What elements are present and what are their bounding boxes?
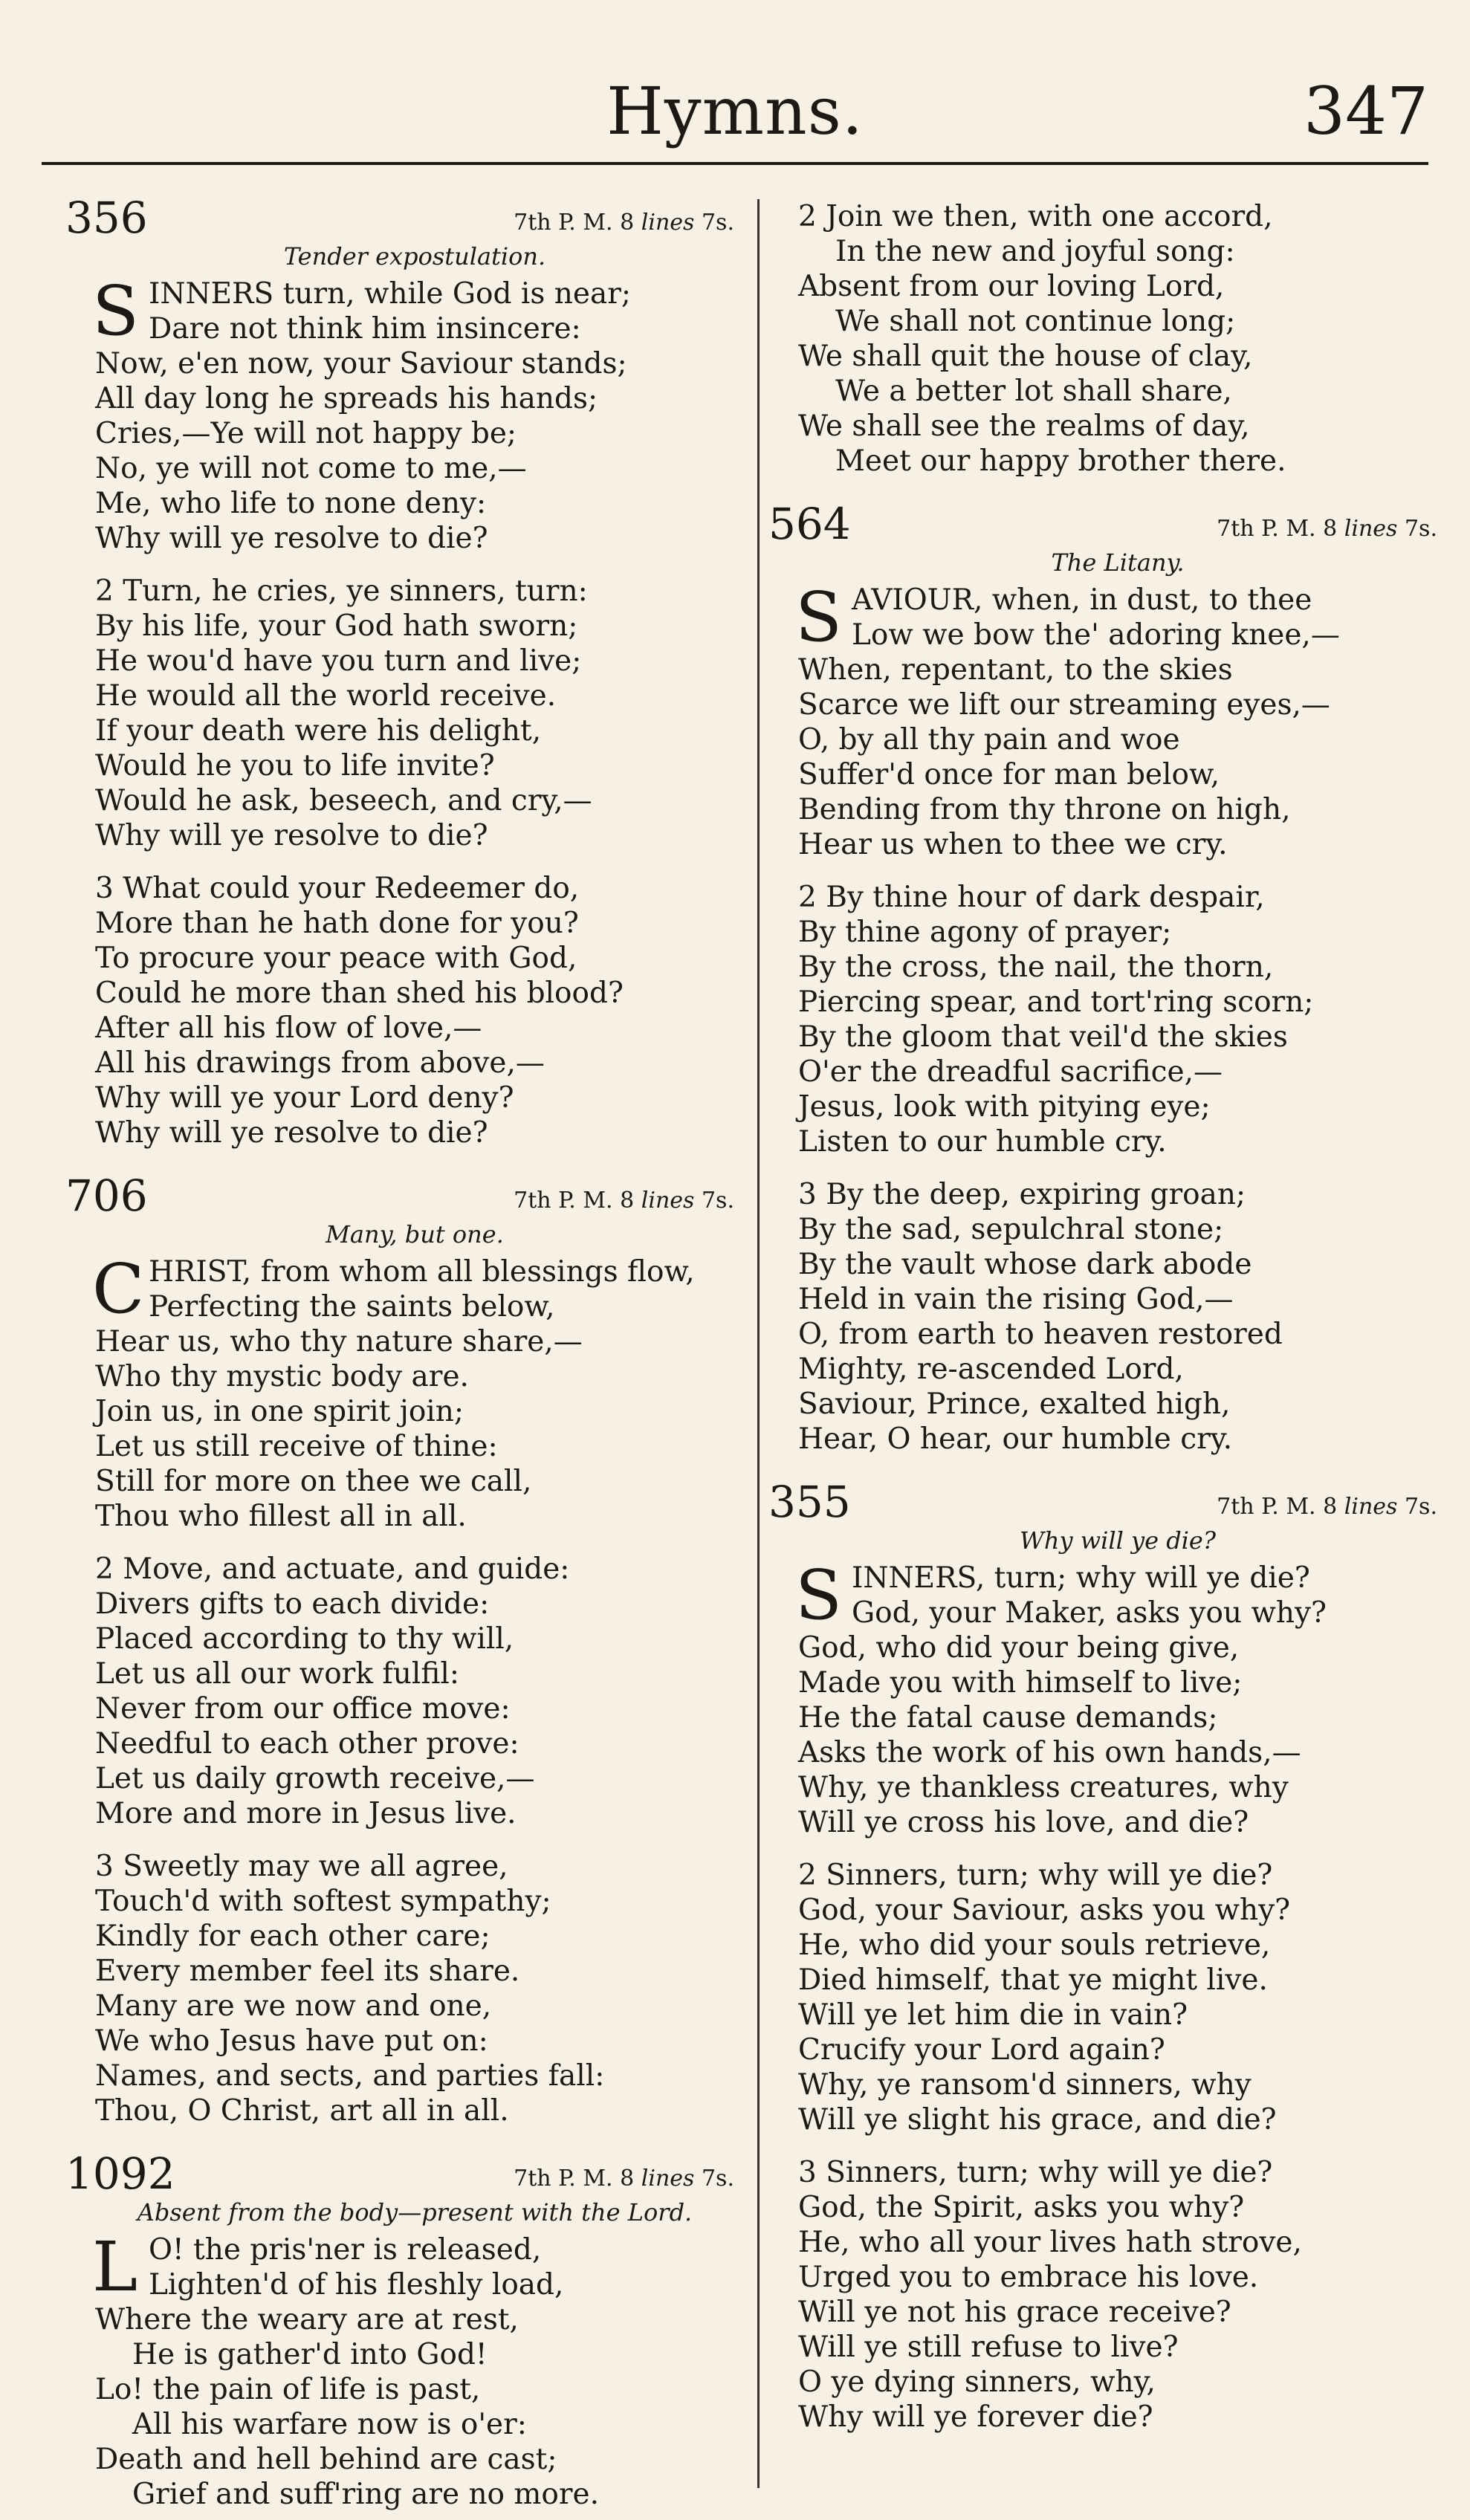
- line-text: O! the pris'ner is released,: [149, 2233, 542, 2267]
- hymn-line: Died himself, that ye might live.: [798, 1963, 1268, 1997]
- hymn-line: Thou, O Christ, art all in all.: [95, 2094, 509, 2128]
- hymn-line: Touch'd with softest sympathy;: [95, 1885, 551, 1918]
- hymn-line: By his life, your God hath sworn;: [95, 609, 578, 643]
- hymn-line: Names, and sects, and parties fall:: [95, 2059, 605, 2093]
- hymn-line: Placed according to thy will,: [95, 1622, 514, 1656]
- drop-cap-initial: S: [92, 271, 140, 351]
- hymn-line: Could he more than shed his blood?: [95, 976, 624, 1010]
- hymn-line: Lo! the pain of life is past,: [95, 2373, 481, 2406]
- stanza: [92, 2227, 734, 2512]
- hymn-line: 2 Move, and actuate, and guide:: [95, 1552, 570, 1586]
- hymn-line: Why, ye thankless creatures, why: [798, 1771, 1289, 1804]
- hymn-706: [65, 1170, 734, 2128]
- hymn-355: [768, 1477, 1437, 2435]
- hymn-line: Kindly for each other care;: [95, 1920, 490, 1953]
- hymn-meter: [1217, 516, 1437, 542]
- hymn-line: By the sad, sepulchral stone;: [798, 1213, 1224, 1246]
- hymn-line: He wou'd have you turn and live;: [95, 644, 582, 678]
- hymn-line: 2 By thine hour of dark despair,: [798, 881, 1265, 914]
- stanza: [798, 2155, 1437, 2435]
- hymn-line: Many are we now and one,: [95, 1989, 492, 2023]
- hymn-line: Meet our happy brother there.: [835, 444, 1286, 478]
- stanza: [798, 1858, 1437, 2137]
- hymn-line: Asks the work of his own hands,—: [798, 1736, 1301, 1769]
- hymn-line: Who thy mystic body are.: [95, 1360, 469, 1393]
- hymn-line: By the vault whose dark abode: [798, 1248, 1252, 1281]
- stanza: [798, 1177, 1437, 1457]
- hymn-564: [768, 499, 1437, 1457]
- hymn-line: 2 Sinners, turn; why will ye die?: [798, 1859, 1273, 1892]
- hymn-line: Needful to each other prove:: [95, 1727, 519, 1761]
- hymn-line: O, by all thy pain and woe: [798, 723, 1180, 757]
- hymn-line: Why will ye forever die?: [798, 2400, 1153, 2434]
- drop-cap-initial: S: [795, 577, 843, 657]
- hymn-line: Urged you to embrace his love.: [798, 2261, 1259, 2294]
- hymn-line: Would he you to life invite?: [95, 749, 495, 783]
- hymn-line: O ye dying sinners, why,: [798, 2365, 1156, 2399]
- hymn-header: [65, 192, 734, 243]
- meter-lines: lines: [1344, 516, 1398, 542]
- hymn-line: 2 Join we then, with one accord,: [798, 200, 1273, 233]
- hymn-spacer: [95, 2128, 734, 2151]
- hymn-line: All his drawings from above,—: [95, 1046, 545, 1080]
- hymn-line: If your death were his delight,: [95, 714, 542, 748]
- hymn-line: Dare not think him insincere:: [149, 312, 581, 346]
- hymn-line: Why, ye ransom'd sinners, why: [798, 2068, 1252, 2102]
- hymn-line: O, from earth to heaven restored: [798, 1318, 1283, 1351]
- hymn-line: Now, e'en now, your Saviour stands;: [95, 347, 627, 380]
- meter-lines: lines: [1344, 1494, 1398, 1520]
- hymn-line: Hear us when to thee we cry.: [798, 828, 1228, 861]
- stanza: [95, 871, 734, 1150]
- hymn-meter: [514, 1188, 734, 1214]
- left-column: [65, 192, 734, 2512]
- hymn-line: We shall see the realms of day,: [798, 409, 1250, 443]
- hymn-line: Mighty, re-ascended Lord,: [798, 1353, 1184, 1386]
- hymn-line: Held in vain the rising God,—: [798, 1283, 1234, 1316]
- right-column: [768, 195, 1437, 2435]
- hymn-line: God, the Spirit, asks you why?: [798, 2191, 1245, 2224]
- hymn-line: We shall quit the house of clay,: [798, 340, 1253, 373]
- hymn-line: Let us daily growth receive,—: [95, 1762, 535, 1795]
- hymn-line: In the new and joyful song:: [835, 235, 1235, 268]
- hymn-line: Cries,—Ye will not happy be;: [95, 417, 517, 450]
- hymn-line: Me, who life to none deny:: [95, 487, 487, 520]
- hymn-line: All day long he spreads his hands;: [95, 382, 598, 415]
- meter-text: 7th P. M. 8: [514, 2166, 635, 2192]
- hymn-line: Still for more on thee we call,: [95, 1465, 532, 1498]
- hymn-line: God, your Saviour, asks you why?: [798, 1894, 1291, 1927]
- meter-end: 7s.: [701, 2166, 734, 2192]
- hymn-line: Jesus, look with pitying eye;: [798, 1090, 1211, 1124]
- hymn-line: We shall not continue long;: [835, 305, 1236, 338]
- hymn-spacer: [798, 479, 1437, 501]
- hymn-line: Would he ask, beseech, and cry,—: [95, 784, 592, 817]
- hymn-line: Will ye slight his grace, and die?: [798, 2103, 1277, 2137]
- hymn-line: Piercing spear, and tort'ring scorn;: [798, 985, 1314, 1019]
- hymn-line: Never from our office move:: [95, 1692, 511, 1726]
- hymn-header: [768, 1477, 1437, 1527]
- hymn-line: Suffer'd once for man below,: [798, 758, 1220, 791]
- hymn-line: Let us still receive of thine:: [95, 1430, 498, 1463]
- page-number: 347: [1304, 73, 1428, 149]
- hymn-line: O'er the dreadful sacrifice,—: [798, 1055, 1223, 1089]
- running-title: Hymns.: [606, 73, 864, 149]
- drop-cap-initial: L: [92, 2227, 138, 2307]
- hymn-line: No, ye will not come to me,—: [95, 452, 527, 485]
- hymn-line: We a better lot shall share,: [835, 375, 1232, 408]
- hymn-line: Listen to our humble cry.: [798, 1125, 1167, 1159]
- stanza: [95, 574, 734, 853]
- meter-lines: lines: [641, 1188, 695, 1214]
- hymn-line: Let us all our work fulfil:: [95, 1657, 459, 1691]
- hymn-line: 2 Turn, he cries, ye sinners, turn:: [95, 574, 588, 608]
- drop-cap-initial: C: [92, 1249, 145, 1329]
- hymn-meter: [1217, 1494, 1437, 1520]
- hymn-line: By the cross, the nail, the thorn,: [798, 950, 1274, 984]
- hymn-subtitle: Absent from the body—present with the Lord.: [137, 2198, 693, 2226]
- hymn-line: Where the weary are at rest,: [95, 2303, 519, 2336]
- hymn-line: Why will ye your Lord deny?: [95, 1081, 514, 1115]
- stanza: [95, 1552, 734, 1831]
- hymn-spacer: [798, 1457, 1437, 1479]
- hymn-line: All his warfare now is o'er:: [132, 2408, 527, 2441]
- hymn-number: 564: [768, 499, 851, 549]
- hymn-spacer: [95, 1150, 734, 1173]
- hymn-line: God, who did your being give,: [798, 1631, 1240, 1665]
- hymn-line: Every member feel its share.: [95, 1954, 520, 1988]
- hymn-line: Low we bow the' adoring knee,—: [852, 618, 1340, 652]
- hymn-line: After all his flow of love,—: [95, 1011, 482, 1045]
- hymn-line: Will ye cross his love, and die?: [798, 1806, 1249, 1839]
- meter-end: 7s.: [701, 1188, 734, 1214]
- continued-stanza: [798, 199, 1437, 479]
- hymn-header: [768, 499, 1437, 549]
- hymn-line: Made you with himself to live;: [798, 1666, 1243, 1700]
- hymn-line: He, who all your lives hath strove,: [798, 2226, 1302, 2259]
- hymn-line: Divers gifts to each divide:: [95, 1587, 490, 1621]
- hymn-line: He the fatal cause demands;: [798, 1701, 1218, 1734]
- hymn-meter: [514, 2166, 734, 2192]
- hymn-line: Why will ye resolve to die?: [95, 522, 488, 555]
- hymn-line: Lighten'd of his fleshly load,: [149, 2268, 564, 2302]
- drop-cap-initial: S: [795, 1555, 843, 1635]
- line-text: AVIOUR, when, in dust, to thee: [852, 583, 1312, 617]
- hymn-line: 3 Sweetly may we all agree,: [95, 1850, 508, 1883]
- meter-end: 7s.: [701, 210, 734, 236]
- stanza: [798, 880, 1437, 1159]
- hymn-line: Bending from thy throne on high,: [798, 793, 1291, 826]
- hymn-line: 3 Sinners, turn; why will ye die?: [798, 2156, 1273, 2189]
- line-text: HRIST, from whom all blessings flow,: [149, 1255, 695, 1289]
- hymn-line: Crucify your Lord again?: [798, 2033, 1165, 2067]
- hymn-1092: [65, 2148, 734, 2512]
- hymn-subtitle: Many, but one.: [326, 1220, 504, 1248]
- stanza: [95, 1849, 734, 2128]
- hymn-line: Hear, O hear, our humble cry.: [798, 1422, 1232, 1456]
- hymn-line: God, your Maker, asks you why?: [852, 1596, 1327, 1630]
- column-divider: [757, 199, 760, 2488]
- hymn-line: Thou who fillest all in all.: [95, 1500, 467, 1533]
- hymn-line: More than he hath done for you?: [95, 907, 579, 940]
- meter-text: 7th P. M. 8: [1217, 516, 1338, 542]
- hymn-line: Saviour, Prince, exalted high,: [798, 1387, 1231, 1421]
- hymn-number: 356: [65, 192, 148, 243]
- hymn-subtitle: Tender expostulation.: [283, 242, 546, 271]
- hymn-line: Grief and suff'ring are no more.: [132, 2478, 600, 2511]
- hymn-line: Scarce we lift our streaming eyes,—: [798, 688, 1330, 722]
- hymn-number: 355: [768, 1477, 851, 1527]
- hymn-line: He is gather'd into God!: [132, 2338, 488, 2371]
- hymn-line: 3 By the deep, expiring groan;: [798, 1178, 1246, 1211]
- line-text: INNERS turn, while God is near;: [149, 277, 631, 311]
- hymn-subtitle: The Litany.: [1051, 548, 1185, 577]
- hymn-header: [65, 2148, 734, 2199]
- meter-text: 7th P. M. 8: [514, 210, 635, 236]
- meter-lines: lines: [641, 210, 695, 236]
- hymn-number: 706: [65, 1170, 148, 1221]
- hymn-line: Will ye not his grace receive?: [798, 2296, 1231, 2329]
- hymn-line: He, who did your souls retrieve,: [798, 1928, 1271, 1962]
- hymn-line: Join us, in one spirit join;: [95, 1395, 464, 1428]
- hymn-line: Will ye let him die in vain?: [798, 1998, 1188, 2032]
- hymn-line: When, repentant, to the skies: [798, 653, 1233, 687]
- hymn-number: 1092: [65, 2148, 175, 2199]
- hymn-meter: [514, 210, 734, 236]
- stanza: [795, 1555, 1437, 1840]
- hymn-line: Why will ye resolve to die?: [95, 1116, 488, 1150]
- hymn-line: Death and hell behind are cast;: [95, 2443, 557, 2476]
- hymn-line: Perfecting the saints below,: [149, 1290, 555, 1324]
- hymn-line: We who Jesus have put on:: [95, 2024, 488, 2058]
- hymn-356: [65, 192, 734, 1150]
- meter-text: 7th P. M. 8: [1217, 1494, 1338, 1520]
- hymn-line: 3 What could your Redeemer do,: [95, 872, 580, 905]
- hymn-line: By the gloom that veil'd the skies: [798, 1020, 1288, 1054]
- meter-end: 7s.: [1404, 516, 1437, 542]
- line-text: INNERS, turn; why will ye die?: [852, 1561, 1310, 1595]
- hymn-line: Will ye still refuse to live?: [798, 2330, 1179, 2364]
- meter-lines: lines: [641, 2166, 695, 2192]
- header-rule: [42, 162, 1428, 165]
- meter-end: 7s.: [1404, 1494, 1437, 1520]
- hymn-line: To procure your peace with God,: [95, 942, 577, 975]
- hymn-line: More and more in Jesus live.: [95, 1797, 517, 1830]
- hymn-line: Why will ye resolve to die?: [95, 819, 488, 852]
- stanza: [92, 1249, 734, 1534]
- hymn-line: By thine agony of prayer;: [798, 916, 1172, 949]
- stanza: [92, 271, 734, 556]
- meter-text: 7th P. M. 8: [514, 1188, 635, 1214]
- hymn-subtitle: Why will ye die?: [1019, 1526, 1216, 1555]
- hymn-line: He would all the world receive.: [95, 679, 557, 713]
- stanza: [795, 577, 1437, 862]
- hymn-header: [65, 1170, 734, 1221]
- hymn-line: Absent from our loving Lord,: [798, 270, 1225, 303]
- hymn-line: Hear us, who thy nature share,—: [95, 1325, 583, 1358]
